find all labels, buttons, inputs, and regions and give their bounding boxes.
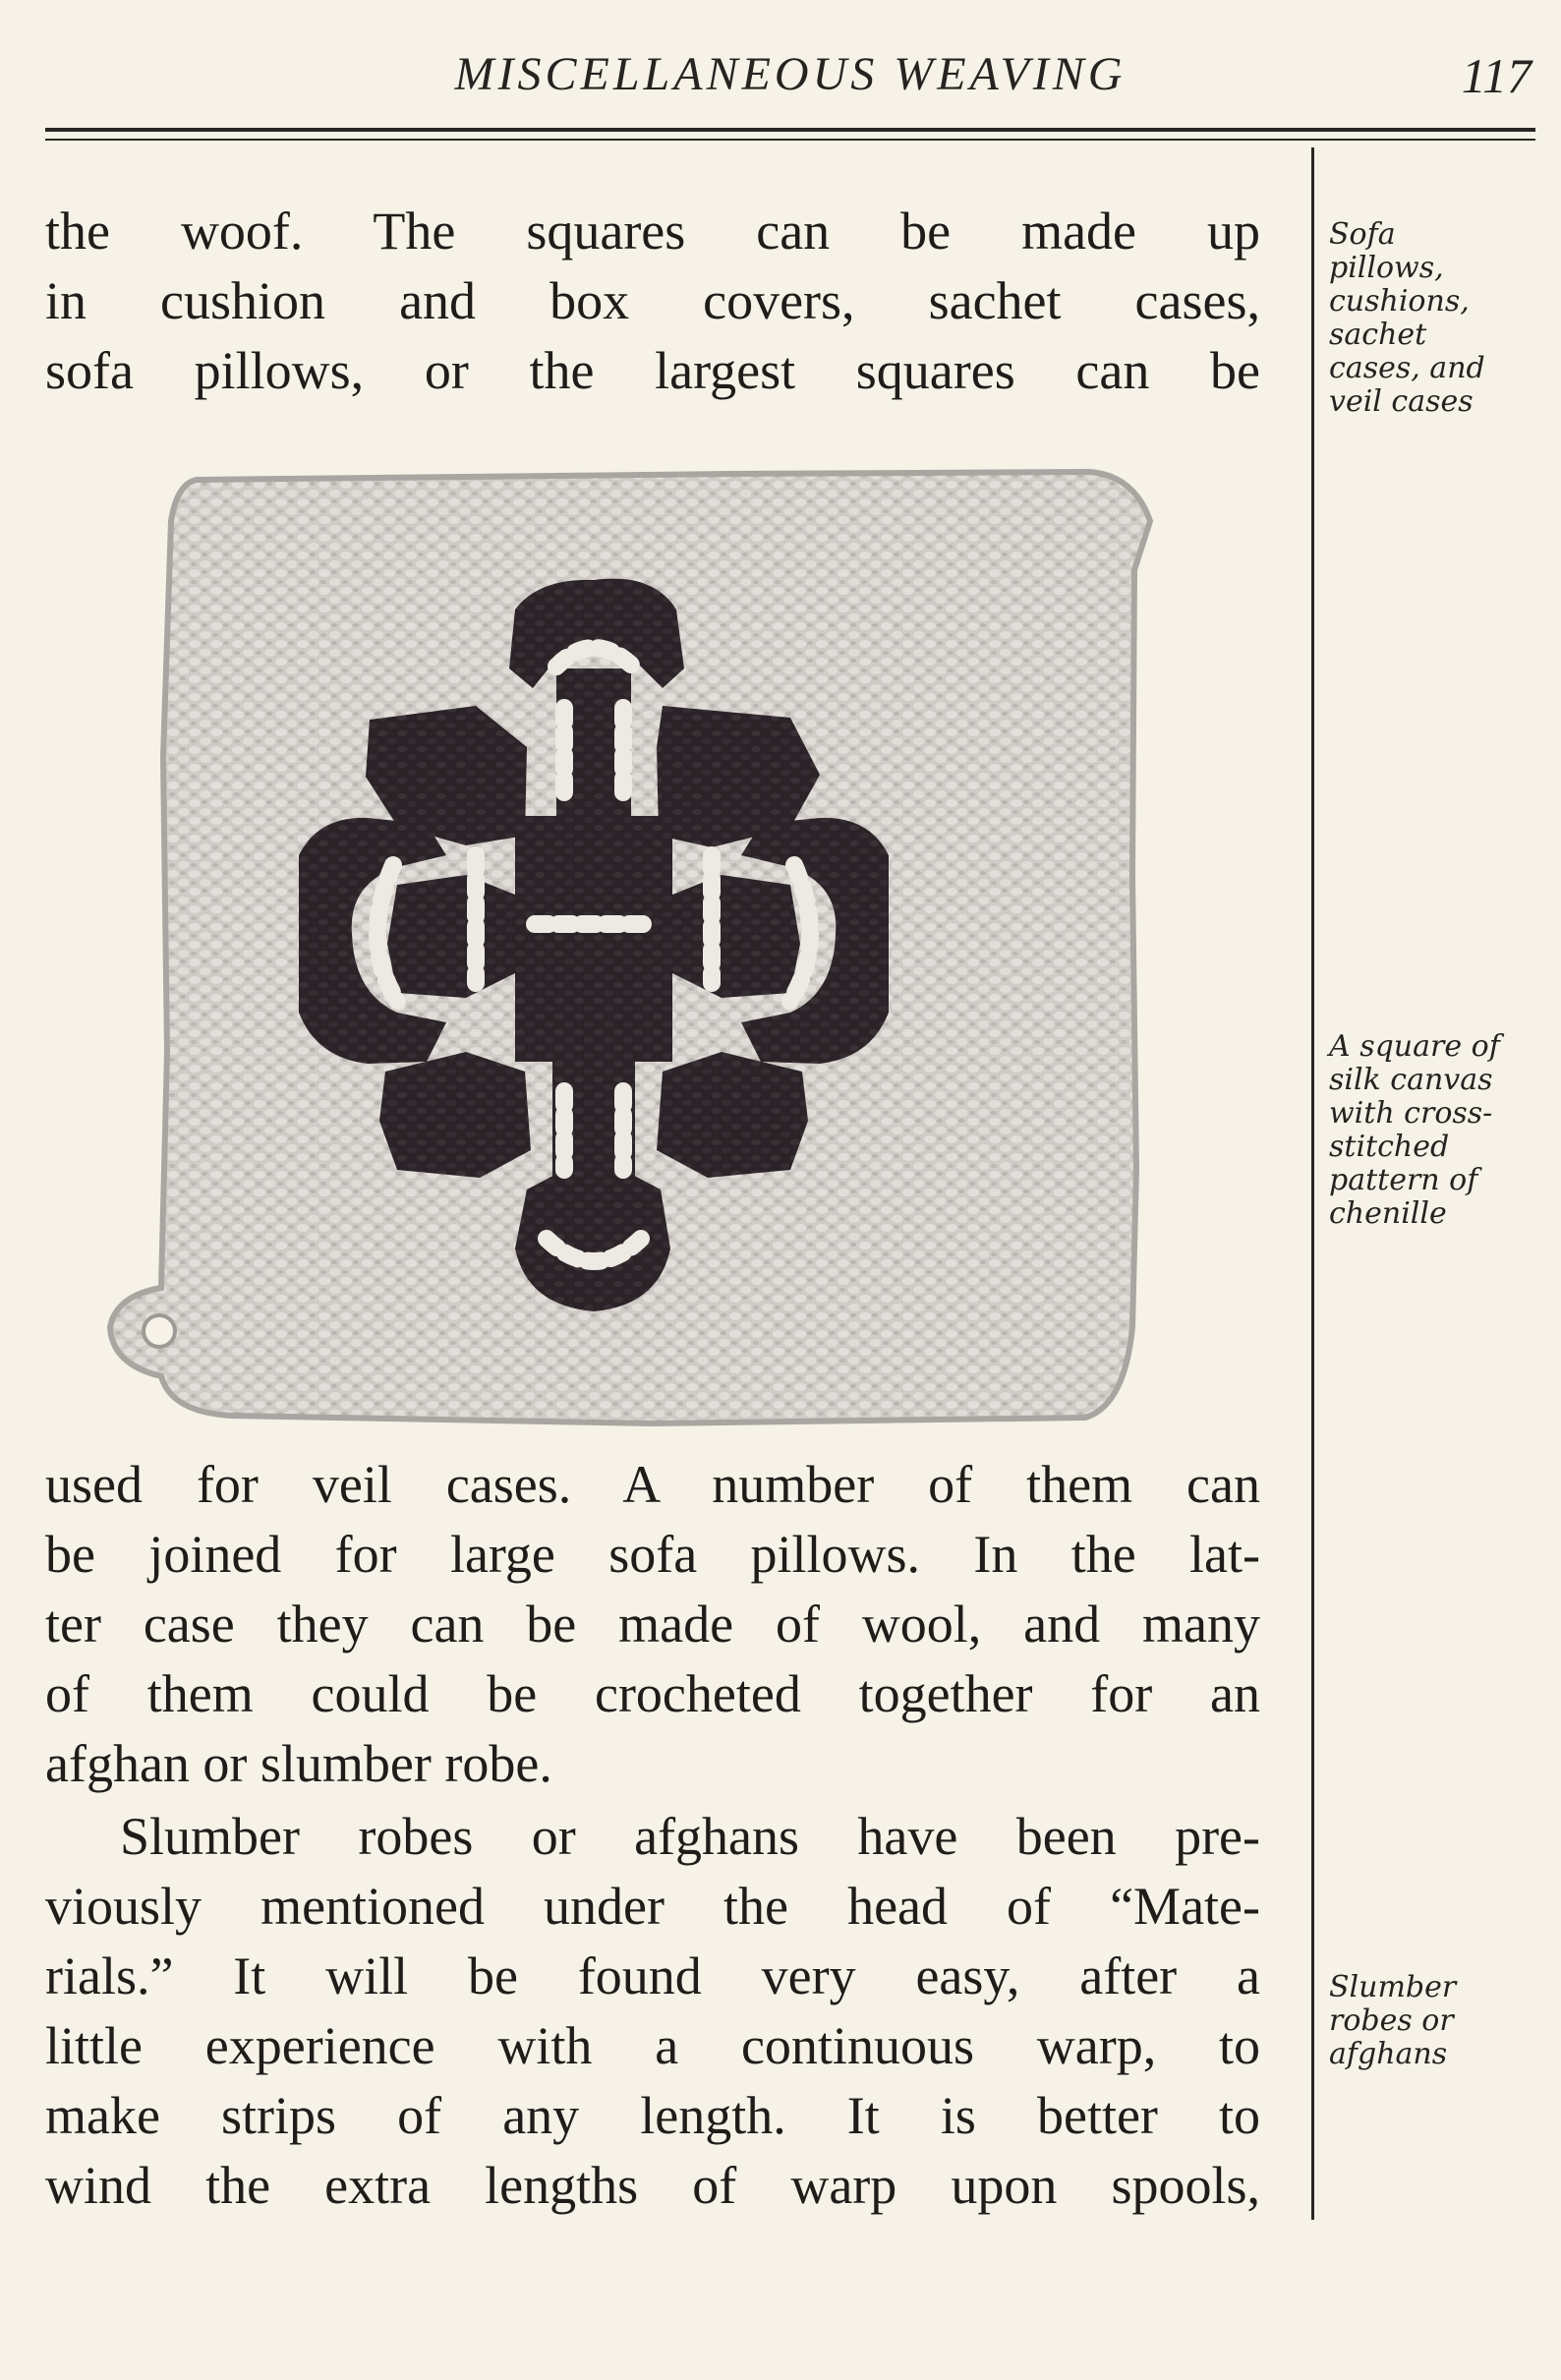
note-line: cases, and [1329, 351, 1485, 385]
text-line: afghan or slumber robe. [45, 1734, 552, 1793]
note-line: veil cases [1329, 384, 1474, 419]
canvas-hole [144, 1315, 175, 1347]
text-line: rials.” It will be found very easy, after a [45, 1946, 1260, 2005]
note-line: Sofa [1329, 217, 1396, 252]
header-rule-thin [45, 139, 1535, 141]
note-line: pattern of [1329, 1163, 1478, 1197]
text-line: make strips of any length. It is better to [45, 2086, 1260, 2145]
note-line: A square of [1329, 1029, 1500, 1064]
note-line: robes or [1329, 2003, 1454, 2038]
note-line: silk canvas [1329, 1063, 1493, 1097]
text-line: wind the extra lengths of warp upon spools, [45, 2156, 1260, 2215]
note-line: with cross- [1329, 1096, 1493, 1131]
text-line: of them could be crocheted together for an [45, 1664, 1260, 1723]
text-line: in cushion and box covers, sachet cases, [45, 271, 1260, 330]
marginal-note-slumber-robes [1329, 1971, 1545, 2071]
header-rule [45, 128, 1535, 132]
marginal-note-sofa-pillows [1329, 218, 1545, 419]
note-line: cushions, [1329, 284, 1470, 319]
note-line: stitched [1329, 1130, 1450, 1164]
marginal-note-silk-canvas [1329, 1030, 1545, 1231]
text-line: little experience with a continuous warp, to [45, 2016, 1260, 2075]
running-head: MISCELLANEOUS WEAVING [454, 48, 1127, 100]
text-line: be joined for large sofa pillows. In the lat- [45, 1525, 1260, 1584]
text-line: ter case they can be made of wool, and many [45, 1595, 1260, 1654]
note-line: afghans [1329, 2037, 1448, 2071]
note-line: pillows, [1329, 251, 1444, 285]
paragraph-3 [45, 1802, 1260, 2221]
text-line: Slumber robes or afghans have been pre- [120, 1807, 1260, 1866]
note-line: Slumber [1329, 1970, 1457, 2004]
cross-stitch-illustration [102, 462, 1174, 1435]
text-line: viously mentioned under the head of “Mate- [45, 1877, 1260, 1936]
margin-divider-rule [1311, 147, 1314, 2220]
text-line: used for veil cases. A number of them can [45, 1455, 1260, 1514]
figure-cross-stitch-square [102, 462, 1174, 1435]
note-line: sachet [1329, 318, 1427, 352]
page-number: 117 [1461, 48, 1532, 103]
text-line: the woof. The squares can be made up [45, 202, 1260, 261]
paragraph-1 [45, 197, 1260, 406]
page-header [45, 39, 1535, 108]
note-line: chenille [1329, 1196, 1447, 1231]
text-line: sofa pillows, or the largest squares can be [45, 341, 1260, 400]
paragraph-2 [45, 1450, 1260, 1799]
